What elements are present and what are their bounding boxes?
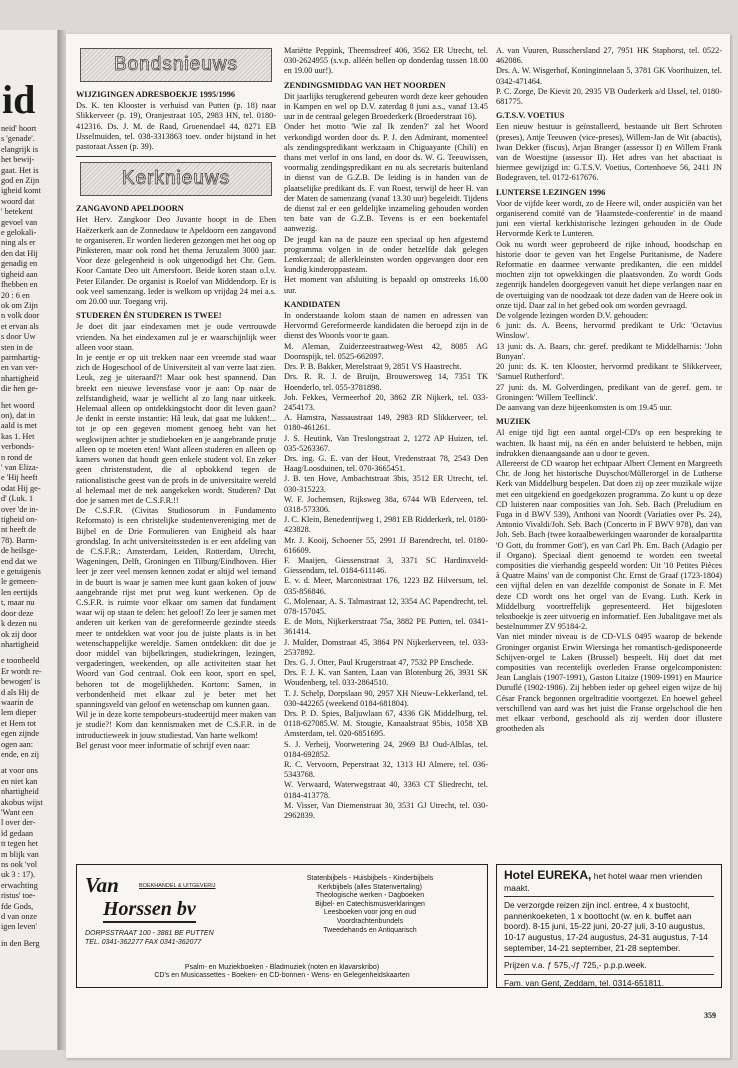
section-text: De C.S.F.R. (Civitas Studiosorum in Fundamento Reformato) is een christelijke studentenvereniging met de Bijbel en de Drie Formulieren van Enigheid als haar grondslag. In acht universiteitssteden is er een afdeling van de C.S.F.R.: Amsterdam, Leiden, Rotterdam, Utrecht, Wageningen, Delft, Groningen en Tilburg/Eindhoven. Hier leer je zeer veel mensen kennen zodat er altijd wel iemand in de buurt is waar je samen mee kunt gaan koken of jouw aangebrande rijst met prut weg kunt werkenen. Op de C.S.F.R. is ruimte voor elkaar om samen dat fundament waar wij op staan te delen: het geloof! Zo leer je samen met anderen uit kerken van de gereformeerde gezindte steeds meer te ontdekken wat voor jou de juiste plaats is in het wetenschappelijke wereldje. Samen ontdekken: dit doe je door middel van bijbelkringen, studiekringen, lezingen, vergaderingen, weekenden, op alle activiteiten staat het Woord van God centraal. Ook een koor, sport en spel, behoren tot de mogelijkheden. Kortom: Samen, in verbondenheid met elkaar zul je beter met het spanningsveld van geloof en wetenschap om kunnen gaan.: [76, 506, 276, 709]
column-3: [496, 46, 722, 896]
left-page-line: ïd gedaan: [1, 828, 34, 838]
left-page-line: fde Gods,: [1, 901, 34, 911]
left-page-line: in den Berg: [1, 938, 40, 948]
left-page-line: nhartigheid: [1, 639, 39, 649]
page-number: 359: [704, 1011, 716, 1020]
left-page-line: waarin de: [1, 697, 34, 707]
candidate-entry: W. Verwaard, Waterwegstraat 40, 3363 CT Sliedrecht, tel. 0184-413778.: [284, 780, 488, 800]
logo-subtitle: BOEKHANDEL & UITGEVERIJ: [139, 883, 216, 889]
left-page-line: bewogen' is: [1, 677, 41, 687]
left-page-line: fhebben en: [1, 280, 38, 290]
candidate-entry: F. Maaijen, Giessenstraat 3, 3371 SC Hardinxveld-Giessendam, tel. 0184-611146.: [284, 555, 488, 576]
left-page-line: d van onze: [1, 912, 37, 922]
section-text: Dit jaarlijks terugkerend gebeuren wordt deze keer gehouden in Kampen en wel op D.V. zaterdag 8 juni a.s., vanaf 13.45 uur in de centraal gelegen Broederkerk (Broederstraat 16).: [284, 91, 488, 122]
left-page-line: parmhartig-: [1, 352, 41, 362]
section-heading: ZANGAVOND APELDOORN: [76, 204, 184, 214]
candidate-entry: Drs. P. D. Spies, Baljuwlaan 67, 4336 GK Middelburg, tel. 0118-627085.W. M. Stougie, Kanaalstraat 95bis, 1058 XB Amsterdam, tel. 020-6851695.: [284, 709, 488, 739]
section-text: Het moment van afsluiting is bepaald op omstreeks 16.00 uur.: [284, 275, 488, 295]
left-page-line: gevoel van: [1, 217, 38, 227]
section-text: Drs. A. W. Wisgerhof, Koninginnelaan 5, 3781 GK Voorthuizen, tel. 0342-471464.: [496, 66, 722, 86]
left-page-lines: [0, 124, 57, 949]
candidate-entry: M. Aleman, Zuiderzeestraatweg-West 42, 8085 AG Doornspijk, tel. 0525-662097.: [284, 341, 488, 361]
section-heading: G.T.S.V. VOETIUS: [496, 111, 565, 121]
ad-address-line: DORPSSTRAAT 100 - 3881 BE PUTTEN: [85, 930, 214, 937]
left-page-line: ok zij door: [1, 629, 37, 639]
divider: [504, 974, 714, 975]
left-page-line: nhartigheid: [1, 373, 39, 383]
hotel-description: De verzorgde reizen zijn incl. entree, 4 x bustocht, pannenkoeketen, 1 x boottocht (w. en k. buffet aan boord). 8-15 juni, 15-22 juni, 20-27 juli, 3-10 augustus, 10-17 augustus, 17-24 augustus, 24-31 augustus, 7-14 september, 14-21 september, 21-28 september.: [504, 900, 708, 953]
candidate-entry: Drs. G. J. Otter, Paul Krugerstraat 47, 7532 PP Enschede.: [284, 657, 474, 667]
left-page-line: woord dat: [1, 196, 35, 206]
ad-product-item: Bijbel- en Catechismusverklaringen: [315, 900, 425, 908]
left-page-line: at voor ons: [1, 766, 38, 776]
left-page-line: igen leven': [1, 922, 37, 932]
left-page-line: ende, en zij: [1, 749, 40, 759]
left-page-line: ns ook 'vol: [1, 860, 38, 870]
section-text: Van niet minder niveau is de CD-VLS 0495 waarop de bekende Groninger organist Erwin Wiersinga het romantisch-gedisponeerde Schijven-orgel te Laken (Brussel) bespeelt. Hij doet dat met composities van recentelijk overleden Franse orgelcomponisten: Jean Langlais (1907-1991), Gaston Litaize (1909-1991) en Maurice Duruflé (1902-1986). Zij hebben ieder op geheel eigen wijze de bij César Franck begonnen orgeltraditie voortgezet. En hoewel geheel verschillend van aard was het juist die Franse orgelschool die hen met elkaar verbond, geschoold als zij werden door illustere grootheden als: [496, 632, 722, 734]
candidate-entry: J. C. Klein, Benedenrijweg 1, 2981 EB Ridderkerk, tel. 0180-423828.: [284, 515, 488, 535]
left-page-fragment: [0, 30, 58, 1050]
section-text: Het Herv. Zangkoor Deo Juvante hoopt in de Eben Haëzerkerk aan de Zonnedauw te Apeldoorn een zangavond te organiseren. Er worden liederen gezongen met het oog op Pinksteren, maar ook rond het thema Jeruzalem 3000 jaar. Voor deze gelegenheid is ook uitgenodigd het Chr. Gem. Koor Cantate Deo uit Amersfoort. Beide koren staan o.l.v. Peter Eilander. De organist is Roelof van Middendorp. Er is ook veel samenzang. Ieder is welkom op vrijdag 24 mei a.s. om 20.00 uur. Toegang vrij.: [76, 215, 276, 307]
left-page-line: igheid komt: [1, 186, 41, 196]
candidate-entry: M. Visser, Van Diemenstraat 30, 3531 GJ Utrecht, tel. 030-2962839.: [284, 800, 488, 821]
left-page-line: het woord: [1, 400, 35, 410]
candidate-entry: J. B. ten Hove, Ambachtstraat 3bis, 3512 ER Utrecht, tel. 030-315223.: [284, 474, 488, 494]
candidate-list: [284, 342, 488, 822]
left-page-line: egen zijnde: [1, 729, 40, 739]
left-page-line: ok om Zijn: [1, 300, 38, 310]
kerknieuws-title: Kerknieuws: [121, 168, 231, 190]
left-page-heading: id: [2, 77, 36, 122]
section-text: Een nieuw bestuur is geïnstalleerd, bestaande uit Bert Schroten (preses), Antje Teeuwen (vice-preses), Willem-Jan de Wit (abactis), Iwan Dekker (fiscus), Arjan Branger (assessor I) en Willem Frank van de Woestijne (assessor II). Het adres van het abactiaat is hiermee gewijzigd in: G.T.S.V. Voetius, Cortenhoeve 56, 2411 JN Bodegraven, tel. 0172-617676.: [496, 122, 722, 183]
lecture-item: 20 juni: ds. K. ten Klooster, hervormd predikant te Slikkerveer, 'Samuel Rutherford'.: [496, 362, 722, 382]
section-text: De aanvang van deze bijeenkomsten is om 19.45 uur.: [496, 402, 672, 412]
van-horssen-logo: [85, 873, 255, 947]
candidate-entry: Mr. J. Kooij, Schoener 55, 2991 JJ Barendrecht, tel. 0180-616609.: [284, 535, 488, 555]
left-page-line: god en Zijn: [1, 176, 40, 186]
hotel-title: [504, 870, 714, 893]
candidate-entry: Joh. Fekkes, Vermeerhof 20, 3862 ZR Nijkerk, tel. 033-2454173.: [284, 392, 488, 412]
left-page-line: tigheid aan: [1, 269, 38, 279]
left-page-line: ' van Eliza-: [1, 463, 39, 472]
left-page-line: het bewij-: [1, 155, 35, 165]
left-page-line: e 'Hij heeft: [1, 473, 38, 483]
left-page-line: d als Hij de: [1, 687, 40, 697]
ad-footer: [85, 964, 479, 981]
left-page-line: ' betekent: [1, 207, 33, 217]
logo-top-text: Van: [85, 873, 119, 897]
section-heading: ZENDINGSMIDDAG VAN HET NOORDEN: [284, 80, 446, 90]
left-page-line: genadig en: [1, 259, 38, 269]
left-page-line: ristus' toe-: [1, 891, 36, 901]
candidate-entry: Drs. F. J. K. van Santen, Laan van Blotenburg 26, 3931 SK Woudenberg, tel. 033-2864510.: [284, 668, 488, 688]
left-page-line: tt tegen het: [1, 839, 38, 849]
van-horssen-advertisement: [76, 864, 488, 988]
ad-address: [85, 929, 255, 947]
section-text: De volgende lezingen worden D.V. gehouden:: [496, 311, 649, 321]
section-text: Allereerst de CD waarop het echtpaar Albert Clement en Margreeth Chr. de Jong het historische Duyschot/Müllerorgel in de Lutherse Kerk van Middelburg bespelen. Dat doen zij op zeer muzikale wijze met een uitgekiend en goedgekozen programma. Zo kunt u op deze CD luisteren naar composities van Joh. Seb. Bach (Preludium en Fuga in d BWV 539), Anthoni van Noordt (Variaties over Ps. 24), Antonio Vivaldi/Joh. Seb. Bach (Concerto in F BWV 978), dan van Joh. Seb. Bach (twee koraalbewerkingen waaronder de koraalpartita 'O Gott, du frommer Gott'), en van Carl Ph. Em. Bach (Adagio per il Organo). Speciaal dient genoemd te worden een tweetal composities die vierhandig gespeeld worden: Uit '10 Petites Pièces à Quatre Mains' van de componist Chr. Ernst de Graaf (1723-1804) een vijftal delen en van dezelfde componist de Sonate in F. Met deze CD wordt ons het orgel van de Evang. Luth. Kerk in Middelburg voortreffelijk gepresenteerd. Het bijgesloten tekstboekje is zeer uitvoerig en informatief. Een Jubalitgave met als bestelnummer ZV 95184-2.: [496, 458, 722, 632]
section-text: In onderstaande kolom staan de namen en adressen van Hervormd Gereformeerde kandidaten die beroepd zijn in de dienst des Woords voor te gaan.: [284, 311, 488, 341]
left-page-line: over 'de in-: [1, 504, 39, 514]
left-page-line: len eertijds: [1, 587, 38, 597]
ad-product-item: Statenbijbels - Huisbijbels - Kinderbijbels: [306, 875, 434, 882]
left-page-line: ogen aan:: [1, 739, 34, 749]
left-page-line: uk 3 : 17).: [1, 870, 36, 880]
section-text: Ook nu wordt weer geprobeerd de rijke inhoud, boodschap en historie door te geven van het Engelse Puritanisme, de Nadere Reformatie en daarmee verwante predikanten, die een middel mochten zijn tot opwekkingen die plaatsvonden. Zo wordt Gods zegenrijk handelen doorgegeven vanuit het diepe verlangen naar en de overtuiging van de noodzaak tot deze daden van de Heere ook in onze tijd. Daar zal in het gebed ook om worden gevraagd.: [496, 239, 722, 310]
kerknieuws-banner: [80, 162, 272, 196]
left-page-line: akobus wijst: [1, 797, 43, 807]
lecture-item: 27 juni: ds. M. Golverdingen, predikant van de geref. gem. te Groningen: 'Willem Teellinck'.: [496, 382, 722, 402]
candidate-entry: E. v. d. Meer, Marconistraat 176, 1223 BZ Hilversum, tel. 035-856846.: [284, 576, 488, 596]
main-page: [66, 34, 730, 1058]
logo-bottom-text: Horssen bv: [103, 898, 196, 923]
left-page-line: 'Want een: [1, 808, 34, 817]
left-page-line: e gelokali-: [1, 228, 37, 238]
candidate-entry: R. C. Vervoorn, Peperstraat 32, 1313 HJ Almere, tel. 036-5343768.: [284, 760, 488, 780]
ad-product-item: Tweedehands en Antiquarisch: [323, 926, 417, 934]
left-page-line: et ervan als: [1, 321, 39, 331]
left-page-line: on), dat in: [1, 410, 35, 420]
left-page-line: aald is met: [1, 421, 37, 431]
left-page-line: verbonds-: [1, 442, 35, 452]
section-heading: STUDEREN ÉN STUDEREN IS TWEE!: [76, 311, 222, 321]
lecture-item: 6 juni: ds. A. Beens, hervormd predikant te Urk: 'Octavius Winslow'.: [496, 321, 722, 341]
left-page-line: 78). Barm-: [1, 535, 38, 545]
section-text: De jeugd kan na de pauze een speciaal op hen afgestemd programma volgen in de onder hetzelfde dak gelegen Lemkerzaal; de allerkleinsten worden opgevangen door een kundig kinderoppasteam.: [284, 234, 488, 275]
left-page-line: elangrijk is: [1, 144, 39, 154]
candidate-entry: J. Mulder, Domstraat 45, 3864 PN Nijkerkerveen, tel. 033-2537892.: [284, 637, 488, 657]
ad-product-list: [259, 875, 481, 935]
section-text: Al enige tijd ligt een aantal orgel-CD's op een bespreking te wachten. Ik haast mij, na één en ander beluisterd te hebben, mijn indrukken dienaangaande aan u door te geven.: [496, 428, 722, 458]
left-page-line: erwachting: [1, 880, 38, 890]
ad-product-item: Leesboeken voor jong en oud: [323, 909, 417, 917]
left-page-line: den dat Hij: [1, 248, 38, 258]
divider: [76, 156, 276, 157]
section-text: Bel gerust voor meer informatie of schrijf even naar:: [76, 740, 251, 750]
section-heading: MUZIEK: [496, 417, 531, 427]
section-text: Onder het motto 'Wie zal Ik zenden?' zal het Woord verkondigd worden door ds. P. J. den Admirant, momenteel als zendingspredikant werkzaam in Chiguayante (Chili) en thans met verlof in ons land, en door ds. W. G. Teeuwissen, voormalig zendingspredikant en nu als secretaris buitenland in dienst van de G.Z.B. De leiding is in handen van de plaatselijke predikant ds. F. van Roest, terwijl de heer H. van der Maten de samenzang (vanaf 13.30 uur) begeleidt. Tijdens de dienst zal er een geldelijke inzameling gehouden worden ten bate van de G.Z.B. Tevens is er een boekentafel aanwezig.: [284, 122, 488, 234]
candidate-entry: T. J. Schelp, Dorpslaan 90, 2957 XH Nieuw-Lekkerland, tel. 030-442265 (weekend 0184-681804).: [284, 688, 488, 708]
ad-footer-line: Psalm- en Muziekboeken - Bladmuziek (noten en klavarskribo): [184, 963, 380, 971]
left-page-line: odat Hij ge-: [1, 483, 41, 493]
ad-footer-line: CD's en Musicassettes - Boeken- en CD-bonnen - Wens- en Gelegenheidskaarten: [154, 972, 410, 980]
section-text: Je doet dit jaar eindexamen met je oude vertrouwde vrienden. Na het eindexamen zul je er waarschijnlijk weer alleen voor staan.: [76, 322, 276, 352]
candidate-entry: C. Molenaar, A. S. Talmastraat 12, 3354 AC Papendrecht, tel. 078-157045.: [284, 596, 488, 616]
left-page-line: s 'genade'.: [1, 134, 35, 144]
hotel-contact: Fam. van Gent, Zeddam, tel. 0314-651811.: [504, 977, 664, 988]
bondsnieuws-banner: [80, 48, 272, 82]
left-page-line: et Hem tot: [1, 718, 37, 728]
candidate-entry: Drs. P. B. Bakker, Merelstraat 9, 2851 VS Haastrecht.: [284, 362, 462, 372]
column-2: [284, 46, 488, 896]
book-gutter: [58, 30, 66, 1050]
candidate-entry: A. Hamstra, Nassaustraat 149, 2983 RD Slikkerveer, tel. 0180-461261.: [284, 413, 488, 433]
section-text: Voor de vijfde keer wordt, zo de Heere wil, onder auspiciën van het organiserend comité van de 'Haamstede-conferentie' in de maand juni een viertal kerkhistorische lezingen gehouden in de Oude Hervormde Kerk te Lunteren.: [496, 198, 722, 239]
hotel-name: Hotel EUREKA,: [504, 868, 592, 882]
left-page-line: nt heeft de: [1, 525, 37, 535]
column-1: [76, 46, 276, 846]
divider: [504, 956, 714, 957]
left-page-line: k dezen nu: [1, 619, 37, 629]
left-page-line: lem dieper: [1, 708, 37, 718]
left-page-line: le gemeen-: [1, 577, 38, 587]
left-page-line: 20 : 6 en: [1, 290, 30, 300]
candidate-entry: J. S. Heutink, Van Treslongstraat 2, 1272 AP Huizen, tel. 035-5263367.: [284, 433, 488, 453]
left-page-line: en niet kan: [1, 776, 38, 786]
left-page-line: neid' hoort: [1, 124, 37, 133]
left-page-line: nhartigheid: [1, 787, 39, 797]
candidate-entry: S. J. Verheij, Voorwetering 24, 2969 BJ Oud-Alblas, tel. 0184-692852.: [284, 739, 488, 759]
section-heading: LUNTERSE LEZINGEN 1996: [496, 187, 606, 197]
left-page-line: de heilsge-: [1, 546, 38, 556]
left-page-line: s door Uw: [1, 332, 36, 342]
left-page-line: en van ver-: [1, 363, 39, 373]
divider: [504, 896, 714, 897]
section-text: Wil je in deze korte tempobeurs-studeertijd meer maken van je studie?! Kom dan kennismaken met de C.S.F.R. in de introductieweek in jouw studiestad. Van harte welkom!: [76, 710, 276, 740]
hotel-slogan: het hotel waar men vrienden maakt.: [504, 871, 703, 893]
hotel-eureka-advertisement: [496, 864, 722, 988]
candidate-entry: Drs. R. R. J. de Bruijn, Brouwersweg 14, 7351 TK Hoenderlo, tel. 055-3781898.: [284, 372, 488, 392]
candidate-entry: E. de Mots, Nijkerkerstraat 75a, 3882 PE Putten, tel. 0341-361414.: [284, 617, 488, 637]
ad-phone-line: TEL. 0341-362277 FAX 0341-362077: [85, 939, 202, 946]
left-page-line: sten in de: [1, 342, 33, 352]
section-text: Mariëtte Peppink, Theemsdreef 406, 3562 ER Utrecht, tel. 030-2624955 (s.v.p. alléén bellen op donderdag tussen 18.00 en 19.00 uur!).: [284, 46, 488, 76]
left-page-line: e toonbeeld: [1, 656, 40, 666]
section-text: P. C. Zorge, De Kievit 20, 2935 VB Ouderkerk a/d IJssel, tel. 0180-681775.: [496, 86, 722, 107]
candidate-entry: Drs. ing. G. E. van der Hout, Vredenstraat 78, 2543 Den Haag/Loosduinen, tel. 070-3665451.: [284, 453, 488, 474]
left-page-line: e getuigenis: [1, 567, 41, 577]
left-page-line: end dat we: [1, 556, 37, 566]
section-heading: KANDIDATEN: [284, 299, 341, 309]
left-page-line: d' (Luk. 1: [1, 494, 34, 504]
left-page-line: n rond de: [1, 452, 33, 462]
section-text: In je eentje er op uit trekken naar een vreemde stad waar zich de Hogeschool of de Universiteit al van verre laat zien. Leuk, zeg je uiteraard?! Maar ook best spannend. Dan breekt een nieuwe levensfase voor je aan: Op naar de zelfstandigheid, waar je wellicht al zo lang naar uitkeek. Helemaal alleen op ontdekkingstocht door dit leven gaan? Je denkt in eerste instantie: Hâ leuk, dat gaat me lukken!... tot je op een gegeven moment genoeg hebt van het wegkwijnen achter je studieboeken en je aangebrande prutje alleen op te moeten eten! Want alleen studeren en alleen op kamers wonen dat houdt geen enkele student vol. En zeker geen christenstudent, die al opbokkend tegen de rationalistische geest van de profs in de universitaire wereld al helemaal met de nek aangekeken wordt. Studeren? Dat doe je samen met de C.S.F.R.!!: [76, 353, 276, 505]
left-page-line: n volk door: [1, 311, 40, 321]
section-text: Ds. K. ten Klooster is verhuisd van Putten (p. 18) naar Slikkerveer (p. 19), Oranjestraat 105, 2983 HN, tel. 0180-412316. Ds. J. M. de Raad, Groenendael 44, 8271 EB IJsselmuiden, tel. 038-3313863 toev. onder bijstand in het pastoraat Assen (p. 39).: [76, 101, 276, 152]
left-page-line: door deze: [1, 608, 34, 618]
left-page-line: kas 1. Het: [1, 431, 35, 441]
left-page-line: tigheid on-: [1, 515, 38, 525]
left-page-line: gaat. Het is: [1, 165, 39, 175]
left-page-line: ning als er: [1, 238, 36, 248]
left-page-line: die hen ge-: [1, 384, 38, 394]
candidate-entry: W. F. Jochemsen, Rijksweg 38a, 6744 WB Ederveen, tel. 0318-573306.: [284, 494, 488, 514]
left-page-line: t, maar nu: [1, 598, 35, 608]
left-page-line: Er wordt re-: [1, 666, 42, 676]
ad-product-item: Kerkbijbels (alles Statenvertaling): [318, 883, 422, 891]
section-text: A. van Vuuren, Russchersland 27, 7951 HK Staphorst, tel. 0522-462086.: [496, 46, 722, 66]
left-page-line: m blijk van: [1, 849, 39, 859]
ad-product-item: Voordrachtenbundels: [336, 917, 404, 925]
section-heading: WIJZIGINGEN ADRESBOEKJE 1995/1996: [76, 90, 236, 99]
bondsnieuws-title: Bondsnieuws: [113, 53, 239, 75]
hotel-prices: Prijzen v.a. ƒ 575,-/ƒ 725,- p.p.p.week.: [504, 960, 647, 971]
lecture-item: 13 juni: ds. A. Baars, chr. geref. predikant te Middelharnis: 'John Bunyan'.: [496, 341, 722, 361]
left-page-line: l over der-: [1, 818, 36, 828]
ad-product-item: Theologische werken - Dagboeken: [315, 892, 425, 900]
